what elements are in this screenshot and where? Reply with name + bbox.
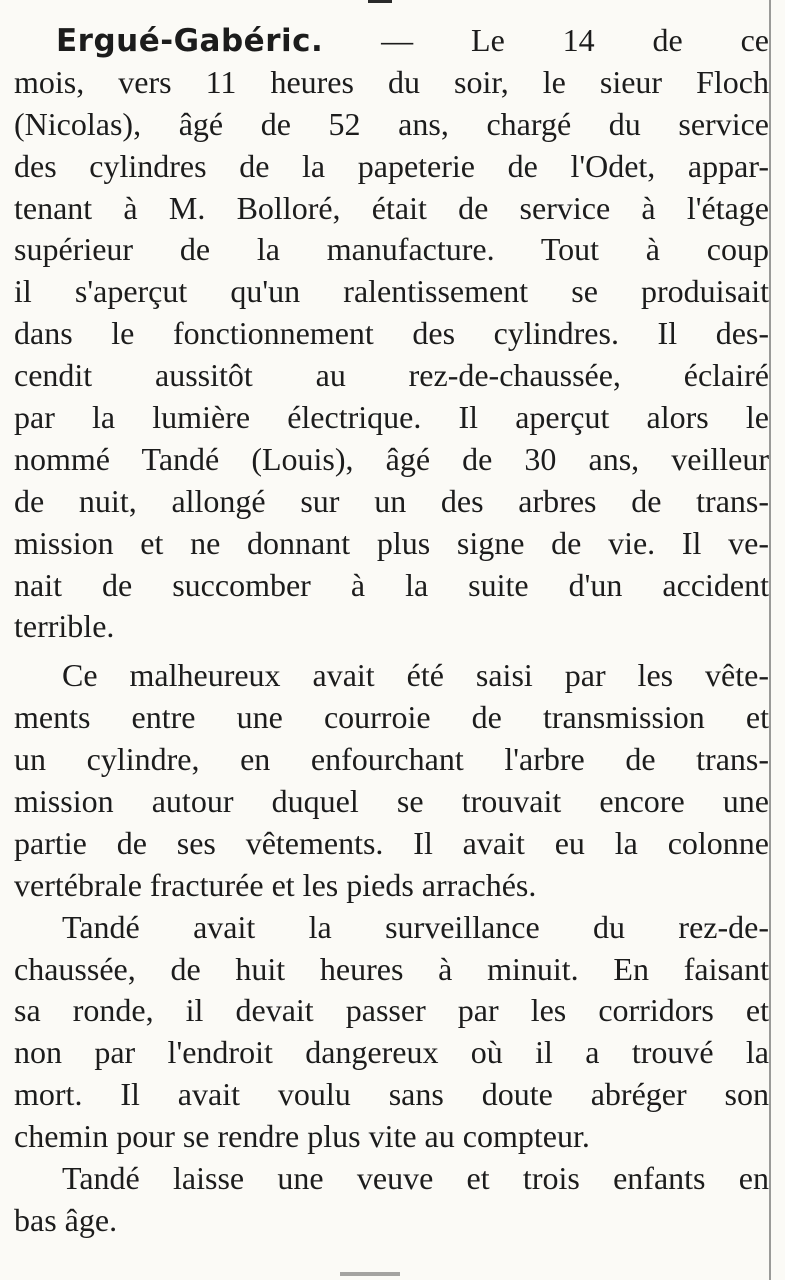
- article-line: mort. Il avait voulu sans doute abréger son: [14, 1076, 769, 1113]
- article-line: nommé Tandé (Louis), âgé de 30 ans, veilleur: [14, 440, 769, 477]
- paragraph-2: [14, 655, 769, 906]
- paragraph-4: [14, 1158, 769, 1242]
- article-line: bas âge.: [14, 1201, 118, 1238]
- article-line: partie de ses vêtements. Il avait eu la colonne: [14, 824, 769, 861]
- article-line: Tandé laisse une veuve et trois enfants en: [62, 1160, 769, 1197]
- article-line: supérieur de la manufacture. Tout à coup: [14, 231, 769, 268]
- paragraph-1: [14, 20, 769, 648]
- article-line: sa ronde, il devait passer par les corridors et: [14, 992, 769, 1029]
- article-line: des cylindres de la papeterie de l'Odet, appar-: [14, 147, 769, 184]
- column-border: [769, 0, 771, 1280]
- article-line: dans le fonctionnement des cylindres. Il des-: [14, 315, 769, 352]
- article-line: Tandé avait la surveillance du rez-de-: [62, 908, 769, 945]
- article-line: vertébrale fracturée et les pieds arrachés.: [14, 866, 537, 903]
- article-text: — Le 14 de ce: [323, 22, 769, 58]
- article-headline: Ergué-Gabéric.: [56, 23, 324, 59]
- article-line: [14, 20, 769, 62]
- article-line: Ce malheureux avait été saisi par les vête-: [62, 657, 769, 694]
- article-line: tenant à M. Bolloré, était de service à l'étage: [14, 189, 769, 226]
- article-line: mission autour duquel se trouvait encore une: [14, 783, 769, 820]
- separator-rule: [368, 0, 392, 3]
- article-line: il s'aperçut qu'un ralentissement se produisait: [14, 273, 769, 310]
- article-line: par la lumière électrique. Il aperçut alors le: [14, 399, 769, 436]
- article-line: ments entre une courroie de transmission et: [14, 699, 769, 736]
- article-line: mission et ne donnant plus signe de vie. Il ve-: [14, 524, 769, 561]
- article-line: de nuit, allongé sur un des arbres de trans-: [14, 482, 769, 519]
- article-line: chemin pour se rendre plus vite au compteur.: [14, 1118, 590, 1155]
- article-line: terrible.: [14, 608, 115, 645]
- article-line: cendit aussitôt au rez-de-chaussée, éclairé: [14, 357, 769, 394]
- article-line: (Nicolas), âgé de 52 ans, chargé du service: [14, 105, 769, 142]
- article-line: nait de succomber à la suite d'un accident: [14, 566, 769, 603]
- article-line: chaussée, de huit heures à minuit. En faisant: [14, 950, 769, 987]
- news-article: [14, 20, 769, 1242]
- paragraph-gap: [14, 648, 769, 655]
- article-line: non par l'endroit dangereux où il a trouvé la: [14, 1034, 769, 1071]
- article-line: un cylindre, en enfourchant l'arbre de trans-: [14, 741, 769, 778]
- paragraph-3: [14, 907, 769, 1158]
- separator-rule-bottom: [340, 1272, 400, 1276]
- article-line: mois, vers 11 heures du soir, le sieur Floch: [14, 63, 769, 100]
